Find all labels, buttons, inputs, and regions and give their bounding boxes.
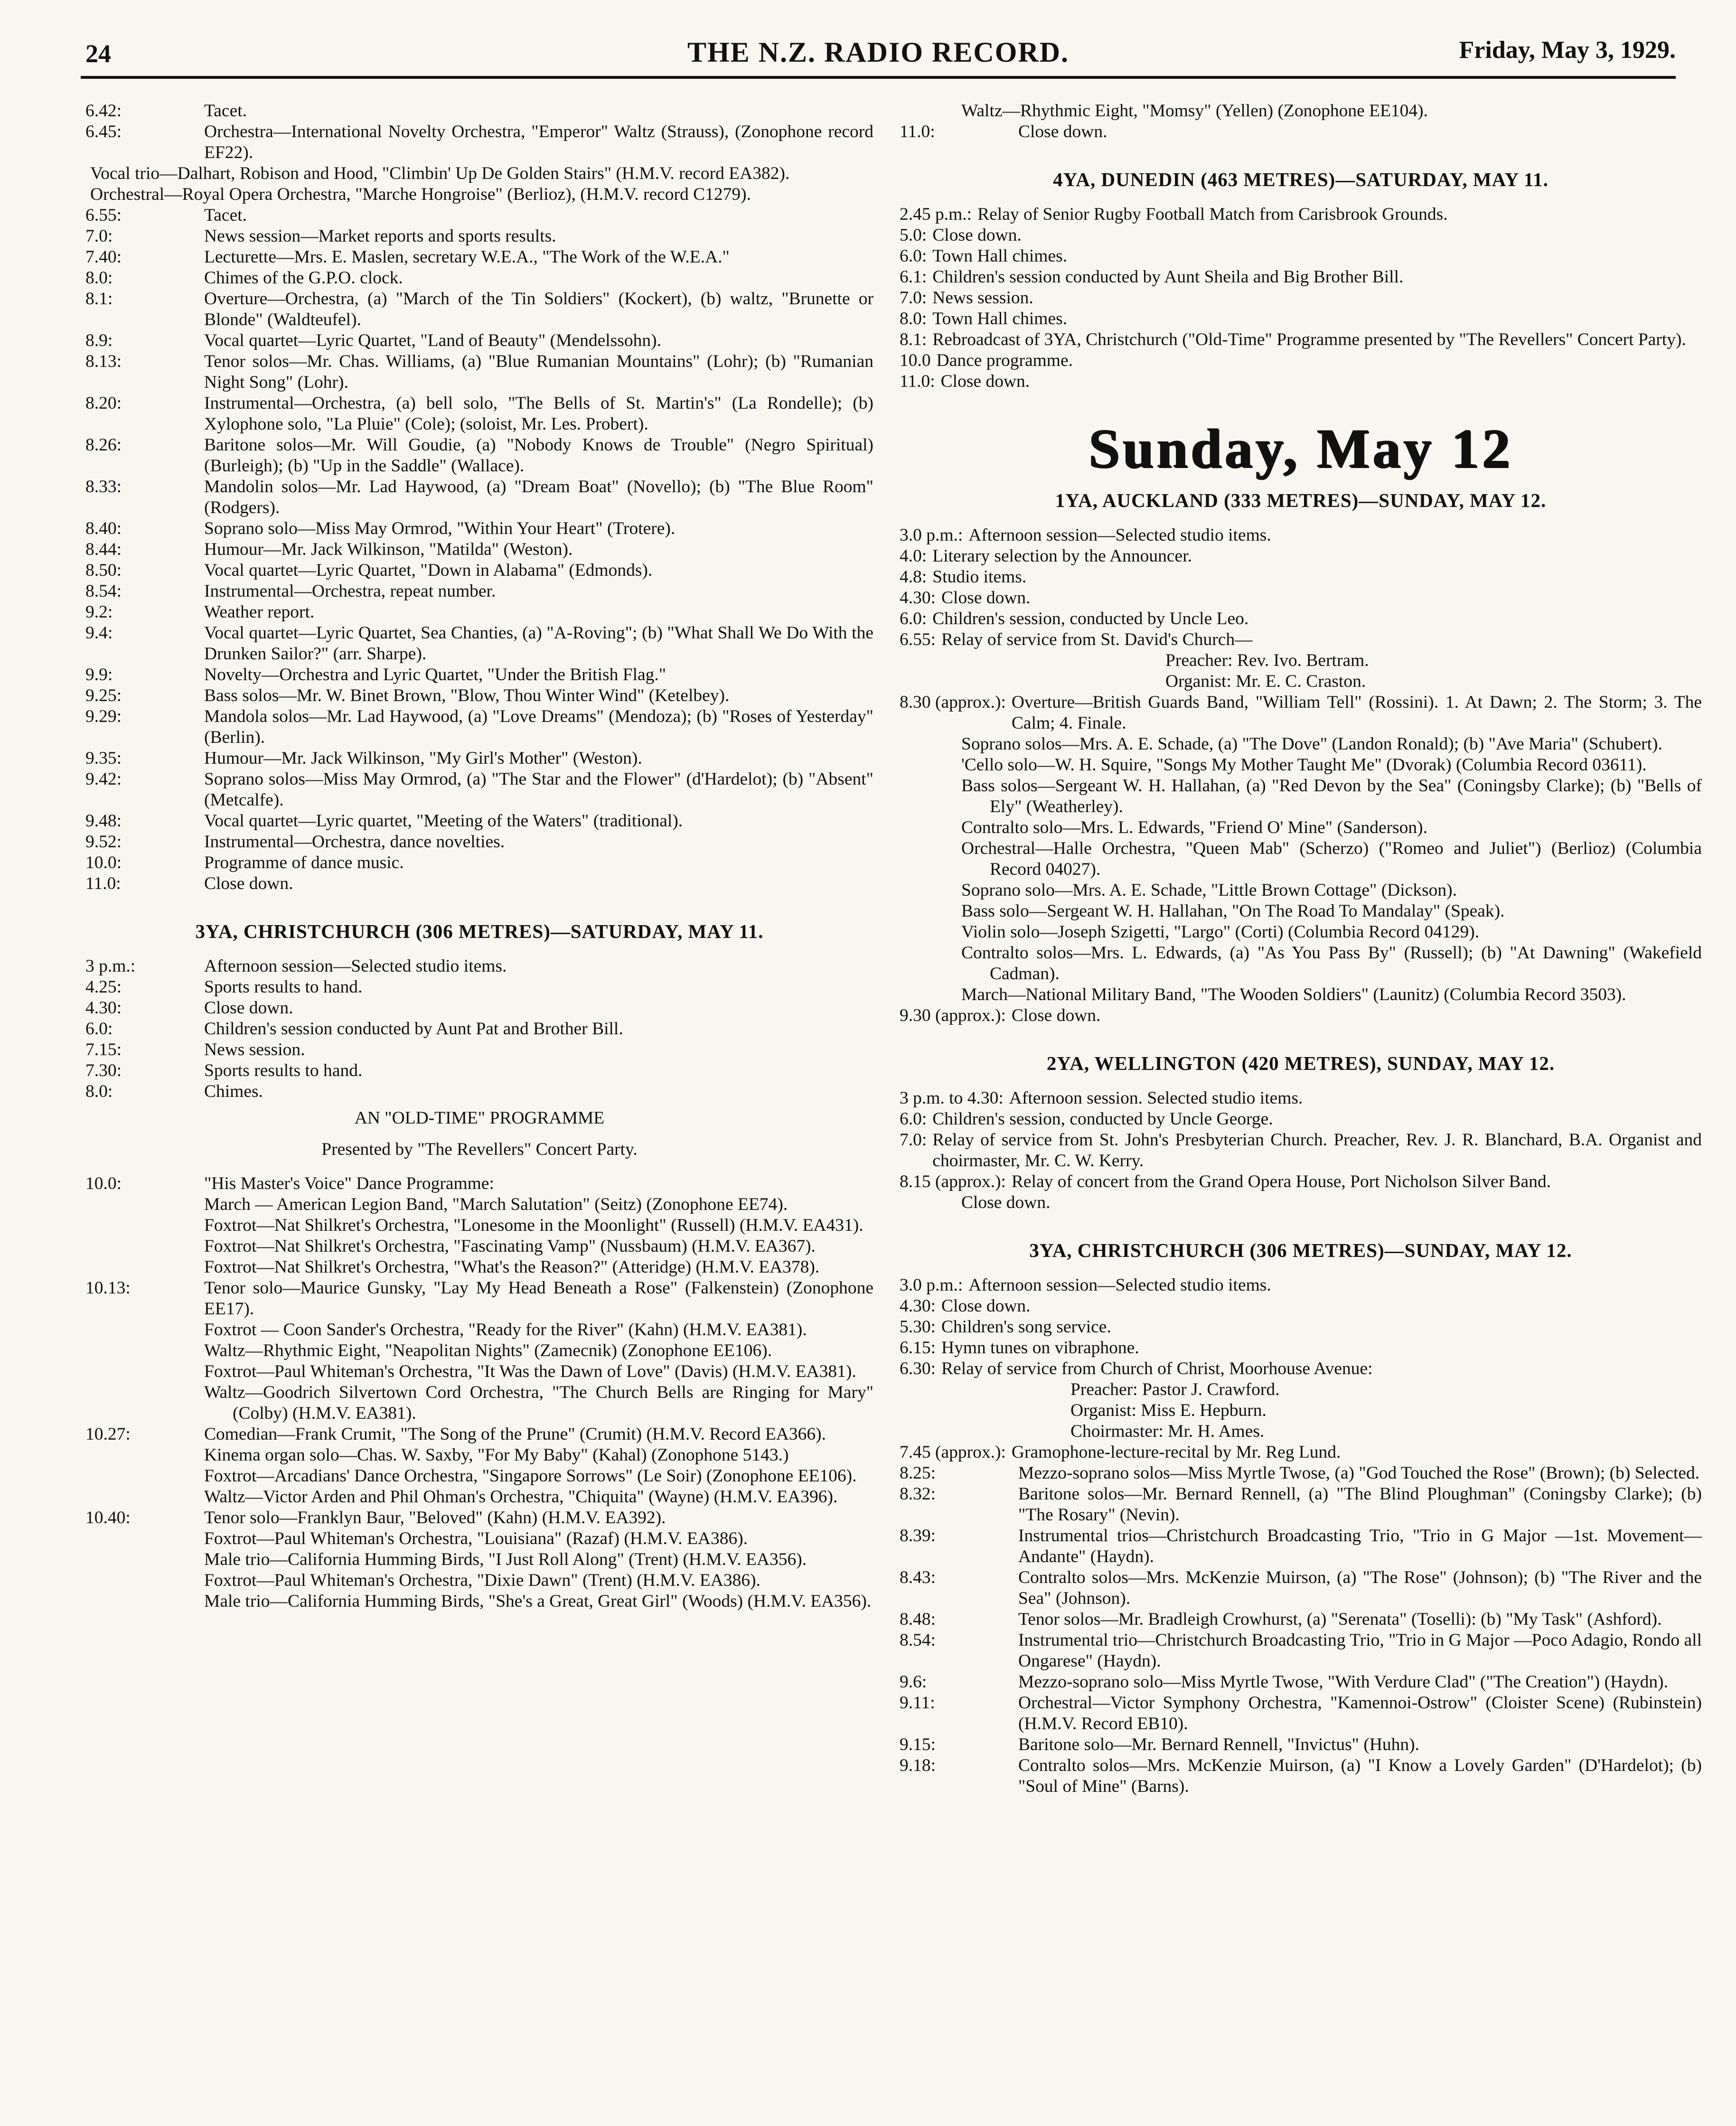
entry-text: Relay of service from Church of Christ, Moorhouse Avenue: xyxy=(941,1359,1373,1378)
programme-entry xyxy=(85,435,873,477)
entry-text: Close down. xyxy=(1018,122,1107,141)
entry-text: "His Master's Voice" Dance Programme: xyxy=(204,1174,494,1193)
programme-entry xyxy=(900,1317,1702,1338)
entry-time: 10.13: xyxy=(85,1278,131,1298)
entry-time: 8.33: xyxy=(85,477,122,496)
section-heading-christchurch-saturday: 3YA, CHRISTCHURCH (306 METRES)—SATURDAY, MAY 11. xyxy=(195,920,764,942)
entry-text: Orchestra—International Novelty Orchestra, "Emperor" Waltz (Strauss), (Zonophone record EF22). xyxy=(204,122,873,162)
entry-time: 6.0: xyxy=(85,1019,113,1039)
programme-entry xyxy=(85,998,873,1019)
entry-time: 3.0 p.m.: xyxy=(900,1275,963,1295)
entry-text: Contralto solos—Mrs. McKenzie Muirson, (a) "I Know a Lovely Garden" (D'Hardelot); (b) "Soul of Mine" (Barns). xyxy=(1018,1756,1702,1796)
programme-entry xyxy=(85,205,873,226)
programme-entry xyxy=(85,351,873,393)
programme-entry xyxy=(900,1484,1702,1526)
programme-sub-item: Male trio—California Humming Birds, "She's a Great, Great Girl" (Woods) (H.M.V. EA356). xyxy=(204,1592,872,1611)
entry-text: Instrumental—Orchestra, (a) bell solo, "The Bells of St. Martin's" (La Rondelle); (b) Xylophone solo, "La Pluie" (Cole); (soloist, Mr. Les. Probert). xyxy=(204,393,873,434)
entry-text: Vocal quartet—Lyric quartet, "Meeting of the Waters" (traditional). xyxy=(204,811,683,831)
entry-time: 9.4: xyxy=(85,623,113,643)
entry-time: 8.44: xyxy=(85,540,122,559)
programme-entry xyxy=(85,1081,873,1102)
entry-text: Afternoon session—Selected studio items. xyxy=(968,1275,1271,1295)
entry-text: Overture—Orchestra, (a) "March of the Tin Soldiers" (Kockert), (b) waltz, "Brunette or Blonde" (Waldteufel). xyxy=(204,289,873,329)
entry-text: Tacet. xyxy=(204,101,247,121)
entry-text: Lecturette—Mrs. E. Maslen, secretary W.E.A., "The Work of the W.E.A." xyxy=(204,247,730,267)
entry-text: Vocal quartet—Lyric Quartet, Sea Chanties, (a) "A-Roving"; (b) "What Shall We Do With the Drunken Sailor?" (arr. Sharpe). xyxy=(204,623,873,664)
entry-text: Gramophone-lecture-recital by Mr. Reg Lund. xyxy=(1011,1442,1341,1462)
entry-time: 8.20: xyxy=(85,393,122,413)
entry-time: 6.0: xyxy=(900,1109,927,1129)
programme-entry xyxy=(900,1567,1702,1609)
programme-entry xyxy=(900,692,1702,734)
programme-entry xyxy=(85,1508,873,1528)
entry-text: Close down. xyxy=(1011,1006,1101,1025)
entry-text: Weather report. xyxy=(204,602,315,622)
programme-entry xyxy=(85,581,873,602)
section-heading-dunedin-saturday: 4YA, DUNEDIN (463 METRES)—SATURDAY, MAY 11. xyxy=(1053,169,1548,190)
entry-text: Children's session conducted by Aunt Sheila and Big Brother Bill. xyxy=(932,267,1404,287)
entry-time: 8.1: xyxy=(900,330,927,349)
entry-text: Relay of service from St. John's Presbyterian Church. Preacher, Rev. J. R. Blanchard, B.A. Organist and choirmaster, Mr. C. W. Kerry. xyxy=(932,1130,1702,1171)
entry-text: Children's session, conducted by Uncle Leo. xyxy=(932,609,1249,628)
entry-text: Afternoon session—Selected studio items. xyxy=(968,525,1271,545)
programme-sub-item: Foxtrot—Nat Shilkret's Orchestra, "Fascinating Vamp" (Nussbaum) (H.M.V. EA367). xyxy=(204,1236,816,1256)
programme-entry xyxy=(900,1630,1702,1672)
programme-entry xyxy=(900,371,1702,392)
programme-entry xyxy=(900,1130,1702,1171)
old-time-programme-subtitle: Presented by "The Revellers" Concert Party. xyxy=(321,1140,638,1159)
programme-entry xyxy=(85,1173,873,1194)
entry-time: 6.1: xyxy=(900,267,927,287)
entry-time: 8.32: xyxy=(900,1484,936,1504)
programme-entry xyxy=(900,267,1702,288)
entry-time: 4.8: xyxy=(900,567,927,587)
entry-time: 9.2: xyxy=(85,602,113,622)
entry-text: Instrumental—Orchestra, dance novelties. xyxy=(204,832,505,852)
entry-time: 8.43: xyxy=(900,1568,936,1587)
entry-text: Literary selection by the Announcer. xyxy=(932,546,1192,566)
entry-time: 7.0: xyxy=(900,1130,927,1150)
entry-time: 8.48: xyxy=(900,1610,936,1629)
entry-text: Mezzo-soprano solo—Miss Myrtle Twose, "With Verdure Clad" ("The Creation") (Haydn). xyxy=(1018,1672,1668,1692)
programme-sub-item: Waltz—Victor Arden and Phil Ohman's Orchestra, "Chiquita" (Wayne) (H.M.V. EA396). xyxy=(204,1487,838,1507)
programme-entry xyxy=(85,873,873,894)
entry-text: Baritone solos—Mr. Bernard Rennell, (a) "The Blind Ploughman" (Coningsby Clarke); (b) "The Rosary" (Nevin). xyxy=(1018,1484,1702,1525)
entry-time: 8.9: xyxy=(85,331,113,350)
entry-time: 6.15: xyxy=(900,1338,936,1358)
entry-time: 8.39: xyxy=(900,1526,936,1545)
entry-time: 6.45: xyxy=(85,122,122,141)
programme-sub-item: Foxtrot—Paul Whiteman's Orchestra, "Louisiana" (Razaf) (H.M.V. EA386). xyxy=(204,1529,748,1548)
programme-entry xyxy=(900,1442,1702,1463)
programme-sub-item: Orchestral—Royal Opera Orchestra, "Marche Hongroise" (Berlioz), (H.M.V. record C1279). xyxy=(90,185,751,204)
entry-time: 6.42: xyxy=(85,101,122,121)
entry-text: Studio items. xyxy=(932,567,1027,587)
programme-entry xyxy=(900,350,1702,371)
entry-time: 3.0 p.m.: xyxy=(900,525,963,545)
entry-time: 7.15: xyxy=(85,1040,122,1059)
entry-text: Tenor solos—Mr. Bradleigh Crowhurst, (a) "Serenata" (Toselli): (b) "My Task" (Ashford). xyxy=(1018,1610,1662,1629)
programme-sub-item: Soprano solos—Mrs. A. E. Schade, (a) "The Dove" (Landon Ronald); (b) "Ave Maria" (Schubert). xyxy=(961,734,1662,754)
programme-sub-item: Orchestral—Halle Orchestra, "Queen Mab" (Scherzo) ("Romeo and Juliet") (Berlioz) (Columbia Record 04027). xyxy=(961,839,1702,879)
entry-text: Sports results to hand. xyxy=(204,1061,363,1080)
entry-text: Tenor solos—Mr. Chas. Williams, (a) "Blue Rumanian Mountains" (Lohr); (b) "Rumanian Night Song" (Lohr). xyxy=(204,352,873,392)
entry-time: 8.0: xyxy=(900,309,927,328)
entry-time: 3 p.m.: xyxy=(85,956,136,976)
entry-time: 8.13: xyxy=(85,352,122,371)
entry-time: 8.40: xyxy=(85,519,122,538)
section-heading-auckland-sunday: 1YA, AUCKLAND (333 METRES)—SUNDAY, MAY 12. xyxy=(1055,489,1547,511)
programme-sub-item: Kinema organ solo—Chas. W. Saxby, "For My Baby" (Kahal) (Zonophone 5143.) xyxy=(204,1445,789,1465)
programme-entry xyxy=(900,309,1702,329)
programme-sub-item: Waltz—Rhythmic Eight, "Neapolitan Nights" (Zamecnik) (Zonophone EE106). xyxy=(204,1341,772,1360)
programme-entry xyxy=(900,122,1702,142)
programme-sub-item: Soprano solo—Mrs. A. E. Schade, "Little Brown Cottage" (Dickson). xyxy=(961,880,1457,900)
entry-time: 6.0: xyxy=(900,246,927,266)
programme-entry xyxy=(900,1275,1702,1296)
entry-text: Vocal quartet—Lyric Quartet, "Down in Alabama" (Edmonds). xyxy=(204,561,653,580)
programme-entry xyxy=(900,1672,1702,1693)
programme-sub-item: Foxtrot—Nat Shilkret's Orchestra, "Lonesome in the Moonlight" (Russell) (H.M.V. EA431). xyxy=(204,1216,863,1235)
programme-entry xyxy=(85,1019,873,1040)
entry-text: Afternoon session. Selected studio items. xyxy=(1009,1088,1303,1108)
programme-entry xyxy=(900,1463,1702,1484)
entry-text: Afternoon session—Selected studio items. xyxy=(204,956,507,976)
entry-time: 8.50: xyxy=(85,561,122,580)
entry-text: Tenor solo—Franklyn Baur, "Beloved" (Kahn) (H.M.V. EA392). xyxy=(204,1508,666,1527)
publication-title: THE N.Z. RADIO RECORD. xyxy=(687,37,1070,68)
entry-text: Chimes of the G.P.O. clock. xyxy=(204,268,403,288)
programme-entry xyxy=(85,852,873,873)
entry-text: Baritone solos—Mr. Will Goudie, (a) "Nobody Knows de Trouble" (Negro Spiritual) (Burleigh); (b) "Up in the Saddle" (Wallace). xyxy=(204,435,873,476)
entry-time: 9.30 (approx.): xyxy=(900,1006,1006,1025)
entry-text: News session—Market reports and sports results. xyxy=(204,226,556,246)
entry-time: 8.25: xyxy=(900,1463,936,1483)
programme-entry xyxy=(85,1424,873,1445)
entry-time: 4.30: xyxy=(900,1296,936,1316)
entry-text: Close down. xyxy=(941,588,1031,608)
programme-entry xyxy=(900,609,1702,629)
programme-entry xyxy=(85,226,873,247)
programme-entry xyxy=(900,204,1702,225)
entry-text: Rebroadcast of 3YA, Christchurch ("Old-Time" Programme presented by "The Revellers" Concert Party). xyxy=(932,330,1686,349)
entry-time: 6.30: xyxy=(900,1359,936,1378)
programme-entry xyxy=(85,1060,873,1081)
programme-entry xyxy=(900,1755,1702,1797)
programme-entry xyxy=(85,560,873,581)
entry-text: Bass solos—Mr. W. Binet Brown, "Blow, Thou Winter Wind" (Ketelbey). xyxy=(204,686,730,705)
programme-entry xyxy=(85,811,873,832)
page-header xyxy=(81,33,1676,71)
day-heading: Sunday, May 12 xyxy=(1089,417,1513,479)
programme-entry xyxy=(900,1734,1702,1755)
programme-entry xyxy=(900,225,1702,246)
entry-time: 8.54: xyxy=(85,581,122,601)
programme-entry xyxy=(85,706,873,748)
programme-entry xyxy=(900,1005,1702,1026)
programme-entry xyxy=(85,518,873,539)
programme-entry xyxy=(85,1040,873,1060)
entry-time: 9.29: xyxy=(85,707,122,726)
programme-entry xyxy=(900,1526,1702,1567)
entry-text: Vocal quartet—Lyric Quartet, "Land of Beauty" (Mendelssohn). xyxy=(204,331,661,350)
programme-entry xyxy=(85,539,873,560)
entry-time: 11.0: xyxy=(900,372,935,391)
entry-text: Children's song service. xyxy=(941,1317,1111,1337)
entry-time: 11.0: xyxy=(85,874,121,893)
carry-over-line: Waltz—Rhythmic Eight, "Momsy" (Yellen) (Zonophone EE104). xyxy=(961,101,1428,121)
entry-time: 4.0: xyxy=(900,546,927,566)
programme-entry xyxy=(900,629,1702,650)
programme-sub-item: Foxtrot — Coon Sander's Orchestra, "Ready for the River" (Kahn) (H.M.V. EA381). xyxy=(204,1320,807,1339)
issue-date: Friday, May 3, 1929. xyxy=(1459,37,1676,64)
entry-time: 8.0: xyxy=(85,1082,113,1101)
programme-sub-item: Preacher: Pastor J. Crawford. xyxy=(1070,1380,1280,1399)
entry-time: 10.0: xyxy=(85,853,122,872)
programme-entry xyxy=(85,268,873,289)
programme-entry xyxy=(85,393,873,435)
entry-time: 4.30: xyxy=(900,588,936,608)
entry-text: Contralto solos—Mrs. McKenzie Muirson, (a) "The Rose" (Johnson); (b) "The River and the Sea" (Johnson). xyxy=(1018,1568,1702,1608)
programme-sub-item: Organist: Mr. E. C. Craston. xyxy=(1165,672,1366,691)
programme-sub-item: Foxtrot—Arcadians' Dance Orchestra, "Singapore Sorrows" (Le Soir) (Zonophone EE106). xyxy=(204,1466,857,1486)
entry-text: Chimes. xyxy=(204,1082,263,1101)
header-rule xyxy=(81,76,1676,79)
entry-time: 4.25: xyxy=(85,977,122,997)
entry-time: 7.30: xyxy=(85,1061,122,1080)
programme-entry xyxy=(85,748,873,769)
entry-time: 10.27: xyxy=(85,1424,131,1444)
entry-text: Instrumental trio—Christchurch Broadcasting Trio, "Trio in G Major —Poco Adagio, Rondo all Ongarese" (Haydn). xyxy=(1018,1630,1702,1671)
entry-text: Hymn tunes on vibraphone. xyxy=(941,1338,1139,1358)
entry-text: Close down. xyxy=(204,998,293,1018)
section-heading-wellington-sunday: 2YA, WELLINGTON (420 METRES), SUNDAY, MAY 12. xyxy=(1046,1052,1555,1074)
entry-time: 9.18: xyxy=(900,1756,936,1775)
programme-sub-item: Male trio—California Humming Birds, "I Just Roll Along" (Trent) (H.M.V. EA356). xyxy=(204,1550,807,1569)
entry-text: Tacet. xyxy=(204,206,247,225)
entry-time: 9.42: xyxy=(85,769,122,789)
programme-entry xyxy=(85,330,873,351)
entry-text: Relay of concert from the Grand Opera House, Port Nicholson Silver Band. xyxy=(1011,1172,1551,1191)
entry-time: 9.15: xyxy=(900,1735,936,1754)
entry-time: 9.52: xyxy=(85,832,122,852)
programme-sub-item: Foxtrot—Nat Shilkret's Orchestra, "What's the Reason?" (Atteridge) (H.M.V. EA378). xyxy=(204,1257,820,1277)
entry-text: Children's session, conducted by Uncle George. xyxy=(932,1109,1273,1129)
entry-text: Humour—Mr. Jack Wilkinson, "My Girl's Mother" (Weston). xyxy=(204,749,642,768)
programme-entry xyxy=(900,246,1702,267)
programme-entry xyxy=(85,602,873,623)
programme-entry xyxy=(85,247,873,268)
entry-text: Close down. xyxy=(204,874,293,893)
wellington-close-line: Close down. xyxy=(961,1193,1051,1212)
entry-time: 6.0: xyxy=(900,609,927,628)
entry-text: Novelty—Orchestra and Lyric Quartet, "Under the British Flag." xyxy=(204,665,666,684)
entry-text: Programme of dance music. xyxy=(204,853,404,872)
programme-entry xyxy=(900,1338,1702,1358)
page-number: 24 xyxy=(85,39,111,68)
entry-time: 3 p.m. to 4.30: xyxy=(900,1088,1004,1108)
programme-entry xyxy=(900,525,1702,546)
programme-sub-item: Organist: Miss E. Hepburn. xyxy=(1070,1401,1267,1420)
programme-entry xyxy=(85,956,873,977)
old-time-programme-title: AN "OLD-TIME" PROGRAMME xyxy=(354,1108,605,1128)
entry-text: News session. xyxy=(932,288,1033,308)
programme-entry xyxy=(85,623,873,665)
right-column xyxy=(900,101,1702,1797)
programme-entry xyxy=(900,1609,1702,1630)
entry-time: 10.40: xyxy=(85,1508,131,1527)
entry-text: Humour—Mr. Jack Wilkinson, "Matilda" (Weston). xyxy=(204,540,573,559)
entry-time: 5.30: xyxy=(900,1317,936,1337)
programme-entry xyxy=(900,1296,1702,1317)
entry-time: 7.0: xyxy=(85,226,113,246)
section-heading-christchurch-sunday: 3YA, CHRISTCHURCH (306 METRES)—SUNDAY, MAY 12. xyxy=(1029,1239,1572,1261)
entry-text: Close down. xyxy=(941,1296,1031,1316)
programme-entry xyxy=(900,1088,1702,1109)
programme-entry xyxy=(85,685,873,706)
entry-text: Overture—British Guards Band, "William Tell" (Rossini). 1. At Dawn; 2. The Storm; 3. The Calm; 4. Finale. xyxy=(1011,693,1702,733)
programme-sub-item: Foxtrot—Paul Whiteman's Orchestra, "It Was the Dawn of Love" (Davis) (H.M.V. EA381). xyxy=(204,1362,856,1381)
entry-text: Sports results to hand. xyxy=(204,977,363,997)
programme-entry xyxy=(85,832,873,852)
programme-sub-item: Waltz—Goodrich Silvertown Cord Orchestra, "The Church Bells are Ringing for Mary" (Colby) (H.M.V. EA381). xyxy=(204,1383,873,1423)
programme-sub-item: Bass solo—Sergeant W. H. Hallahan, "On The Road To Mandalay" (Speak). xyxy=(961,901,1505,921)
entry-time: 10.0: xyxy=(85,1174,122,1193)
entry-time: 8.54: xyxy=(900,1630,936,1650)
entry-time: 9.25: xyxy=(85,686,122,705)
programme-entry xyxy=(900,329,1702,350)
programme-sub-item: Contralto solo—Mrs. L. Edwards, "Friend O' Mine" (Sanderson). xyxy=(961,818,1428,837)
entry-time: 8.26: xyxy=(85,435,122,455)
entry-text: Town Hall chimes. xyxy=(932,309,1068,328)
entry-text: Soprano solo—Miss May Ormrod, "Within Your Heart" (Trotere). xyxy=(204,519,676,538)
programme-sub-item: Choirmaster: Mr. H. Ames. xyxy=(1070,1422,1265,1441)
programme-entry xyxy=(85,665,873,685)
entry-text: Close down. xyxy=(940,372,1030,391)
entry-text: Relay of service from St. David's Church— xyxy=(941,630,1253,649)
entry-text: Instrumental trios—Christchurch Broadcasting Trio, "Trio in G Major —1st. Movement—Andante" (Haydn). xyxy=(1018,1526,1702,1566)
programme-sub-item: Preacher: Rev. Ivo. Bertram. xyxy=(1165,651,1369,670)
entry-time: 2.45 p.m.: xyxy=(900,205,972,224)
entry-text: Comedian—Frank Crumit, "The Song of the Prune" (Crumit) (H.M.V. Record EA366). xyxy=(204,1424,826,1444)
entry-time: 8.0: xyxy=(85,268,113,288)
entry-time: 11.0: xyxy=(900,122,935,141)
entry-time: 10.0 xyxy=(900,351,931,370)
programme-sub-item: 'Cello solo—W. H. Squire, "Songs My Mother Taught Me" (Dvorak) (Columbia Record 03611). xyxy=(961,755,1647,775)
entry-text: Baritone solo—Mr. Bernard Rennell, "Invictus" (Huhn). xyxy=(1018,1735,1420,1754)
left-column xyxy=(85,101,873,1612)
entry-time: 9.6: xyxy=(900,1672,927,1692)
entry-time: 4.30: xyxy=(85,998,122,1018)
entry-text: Mandolin solos—Mr. Lad Haywood, (a) "Dream Boat" (Novello); (b) "The Blue Room" (Rodgers). xyxy=(204,477,873,517)
entry-time: 6.55: xyxy=(900,630,936,649)
programme-sub-item: Foxtrot—Paul Whiteman's Orchestra, "Dixie Dawn" (Trent) (H.M.V. EA386). xyxy=(204,1571,760,1590)
entry-time: 9.35: xyxy=(85,749,122,768)
programme-entry xyxy=(900,1109,1702,1130)
entry-text: News session. xyxy=(204,1040,305,1059)
programme-sub-item: Bass solos—Sergeant W. H. Hallahan, (a) "Red Devon by the Sea" (Coningsby Clarke); (b) "Bells of Ely" (Weatherley). xyxy=(961,776,1702,816)
programme-entry xyxy=(85,977,873,998)
entry-text: Children's session conducted by Aunt Pat and Brother Bill. xyxy=(204,1019,623,1039)
entry-text: Close down. xyxy=(932,225,1022,245)
programme-sub-item: March—National Military Band, "The Wooden Soldiers" (Launitz) (Columbia Record 3503). xyxy=(961,985,1626,1004)
programme-sub-item: Contralto solos—Mrs. L. Edwards, (a) "As You Pass By" (Russell); (b) "At Dawning" (Wakefield Cadman). xyxy=(961,943,1702,983)
programme-sub-item: March — American Legion Band, "March Salutation" (Seitz) (Zonophone EE74). xyxy=(204,1195,788,1214)
programme-sub-item: Violin solo—Joseph Szigetti, "Largo" (Corti) (Columbia Record 04129). xyxy=(961,922,1480,942)
programme-entry xyxy=(900,1358,1702,1379)
entry-time: 7.0: xyxy=(900,288,927,308)
programme-entry xyxy=(900,567,1702,588)
entry-text: Relay of Senior Rugby Football Match from Carisbrook Grounds. xyxy=(977,205,1448,224)
programme-entry xyxy=(900,588,1702,609)
entry-time: 7.45 (approx.): xyxy=(900,1442,1006,1462)
entry-text: Tenor solo—Maurice Gunsky, "Lay My Head Beneath a Rose" (Falkenstein) (Zonophone EE17). xyxy=(204,1278,873,1319)
entry-time: 9.48: xyxy=(85,811,122,831)
programme-entry xyxy=(900,288,1702,309)
programme-entry xyxy=(900,1171,1702,1192)
programme-entry xyxy=(85,289,873,330)
entry-time: 8.15 (approx.): xyxy=(900,1172,1006,1191)
entry-text: Mandola solos—Mr. Lad Haywood, (a) "Love Dreams" (Mendoza); (b) "Roses of Yesterday" (Berlin). xyxy=(204,707,873,747)
programme-entry xyxy=(85,769,873,811)
entry-time: 8.30 (approx.): xyxy=(900,693,1006,712)
entry-text: Dance programme. xyxy=(936,351,1073,370)
programme-entry xyxy=(85,101,873,122)
programme-entry xyxy=(85,1278,873,1320)
programme-entry xyxy=(900,546,1702,567)
entry-time: 9.11: xyxy=(900,1693,935,1713)
programme-entry xyxy=(85,122,873,163)
programme-entry xyxy=(85,477,873,518)
entry-time: 5.0: xyxy=(900,225,927,245)
entry-text: Soprano solos—Miss May Ormrod, (a) "The Star and the Flower" (d'Hardelot); (b) "Absent" (Metcalfe). xyxy=(204,769,873,810)
entry-text: Mezzo-soprano solos—Miss Myrtle Twose, (a) "God Touched the Rose" (Brown); (b) Selected. xyxy=(1018,1463,1700,1483)
entry-time: 8.1: xyxy=(85,289,113,309)
programme-sub-item: Vocal trio—Dalhart, Robison and Hood, "Climbin' Up De Golden Stairs" (H.M.V. record EA382). xyxy=(90,164,790,183)
programme-entry xyxy=(900,1693,1702,1734)
entry-text: Orchestral—Victor Symphony Orchestra, "Kamennoi-Ostrow" (Cloister Scene) (Rubinstein) (H.M.V. Record EB10). xyxy=(1018,1693,1702,1733)
entry-time: 9.9: xyxy=(85,665,113,684)
entry-time: 6.55: xyxy=(85,206,122,225)
entry-text: Town Hall chimes. xyxy=(932,246,1068,266)
entry-time: 7.40: xyxy=(85,247,122,267)
entry-text: Instrumental—Orchestra, repeat number. xyxy=(204,581,496,601)
